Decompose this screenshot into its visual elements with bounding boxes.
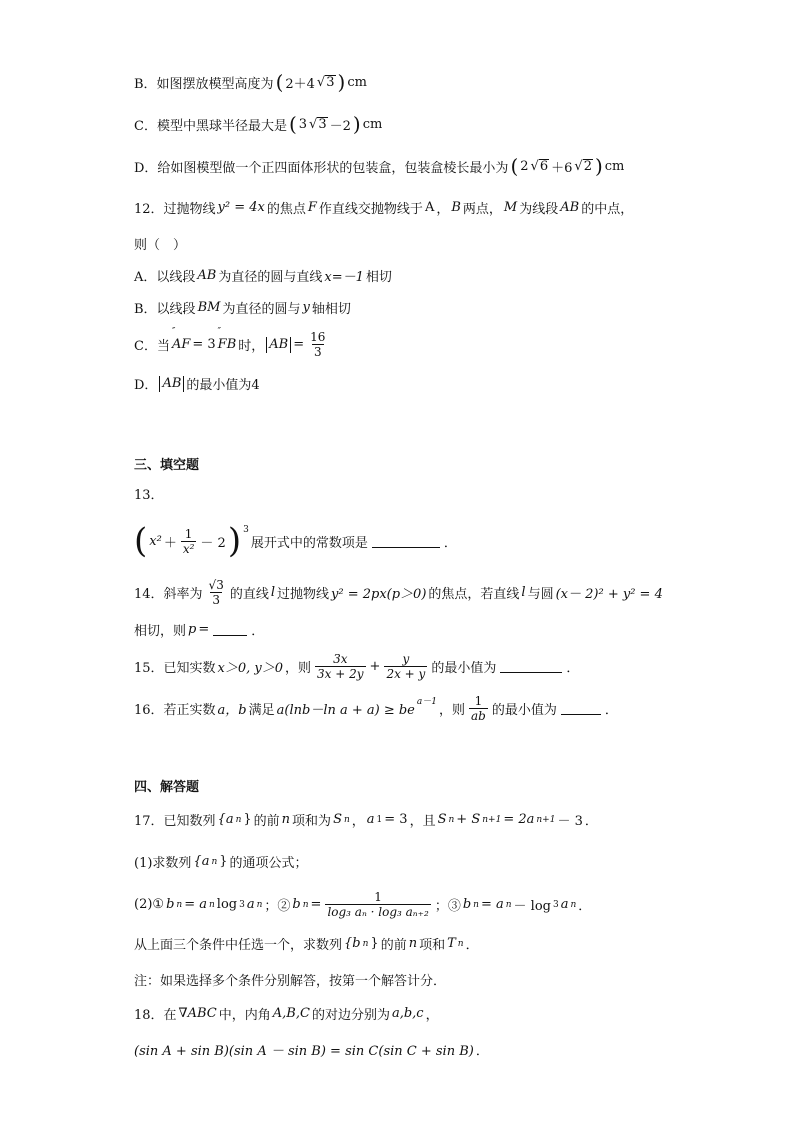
q17-part-3: 从上面三个条件中任选一个，求数列 {b n } 的前 n 项和 T n ． xyxy=(134,936,479,953)
q14-line-2: 相切，则 p = ． xyxy=(134,622,265,639)
fraction: $\frac{16}{3}$ xyxy=(310,330,326,359)
vector-fb: ″ FB xyxy=(218,337,237,352)
section-fill-in: 三、填空题 xyxy=(134,458,200,473)
sqrt: √ 2 xyxy=(574,158,592,174)
answer-blank[interactable] xyxy=(500,660,562,673)
q16-line: 16．若正实数 a，b 满足 a(lnb－ln a + a) ≥ be a－1 ，则 $\frac{1}{ab}$ 的最小值为 ． xyxy=(134,694,618,723)
q12-option-b[interactable]: B．以线段 BM 为直径的圆与 y 轴相切 xyxy=(134,300,351,317)
sqrt: √ 3 xyxy=(309,116,327,132)
fraction: $\frac{√3}{3}$ xyxy=(208,578,224,607)
fraction: $\frac{1}{\text{log₃ aₙ · log₃ aₙ₊₂}}$ xyxy=(327,890,429,919)
q17-note: 注：如果选择多个条件分别解答，按第一个解答计分． xyxy=(134,974,447,989)
q12-stem: 12．过抛物线 y² = 4x 的焦点 F 作直线交抛物线于 A ， B 两点， M 为线段 AB 的中点， xyxy=(134,200,634,217)
q17-part-1: (1)求数列 {a n } 的通项公式； xyxy=(134,854,308,871)
abs-ab: AB xyxy=(266,337,291,353)
q11-option-b[interactable]: B．如图摆放模型高度为 ( 2＋4 √ 3 ) cm xyxy=(134,70,367,94)
option-text: C．模型中黑球半径最大是 xyxy=(134,118,287,134)
q12-option-c[interactable]: C．当 ″ AF = 3 ″ FB 时， AB = $\frac{16}{3}$ xyxy=(134,330,329,359)
option-text: D．给如图模型做一个正四面体形状的包装盒，包装盒棱长最小为 xyxy=(134,160,509,176)
fraction: $\frac{1}{ab}$ xyxy=(471,694,486,723)
sqrt: √ 6 xyxy=(530,158,549,174)
fraction: $\frac{3x}{3x + 2y}$ xyxy=(317,652,364,681)
option-text: B．如图摆放模型高度为 xyxy=(134,76,274,92)
q12-option-a[interactable]: A．以线段 AB 为直径的圆与直线 x=－1 相切 xyxy=(134,268,392,285)
answer-blank[interactable] xyxy=(372,535,440,548)
q14-line-1: 14．斜率为 $\frac{√3}{3}$ 的直线 l 过抛物线 y² = 2px(p＞0) 的焦点，若直线 l 与圆 (x－ 2)² + y² = 4 xyxy=(134,578,663,607)
answer-blank[interactable] xyxy=(561,702,601,715)
fraction: $\frac{1}{\text{x²}}$ xyxy=(182,526,195,556)
q17-part-2: (2)① b n = a n log 3 a n ；② b n = $\frac{1}{\text{log₃ aₙ · log₃ aₙ₊₂}}$ ；③ b n = a n － log 3 a n ． xyxy=(134,890,592,919)
sqrt: √ 3 xyxy=(316,74,335,90)
section-solutions: 四、解答题 xyxy=(134,780,200,795)
fraction: $\frac{y}{2x + y}$ xyxy=(386,652,426,681)
answer-blank[interactable] xyxy=(213,623,247,636)
q12-option-d[interactable]: D． AB 的最小值为4 xyxy=(134,375,260,393)
q15-line: 15．已知实数 x＞0, y＞0 ，则 $\frac{3x}{3x + 2y}$ + $\frac{y}{2x + y}$ 的最小值为 ． xyxy=(134,652,580,681)
q11-option-c[interactable]: C．模型中黑球半径最大是 ( 3 √ 3 －2 ) cm xyxy=(134,112,383,136)
vector-af: ″ AF xyxy=(172,337,190,352)
q11-option-d[interactable]: D．给如图模型做一个正四面体形状的包装盒，包装盒棱长最小为 ( 2 √ 6 ＋6 √ 2 ) cm xyxy=(134,154,625,178)
abs-ab: AB xyxy=(159,376,184,392)
q12-stem-2: 则（ ） xyxy=(134,238,187,253)
q13-number: 13． xyxy=(134,488,164,503)
q18-stem: 18．在 ∇ABC 中，内角 A,B,C 的对边分别为 a,b,c ， xyxy=(134,1006,439,1023)
q18-equation: (sin A + sin B)(sin A － sin B) = sin C(sin C + sin B) ． xyxy=(134,1044,489,1059)
q13-body: ( x² ＋ $\frac{1}{\text{x²}}$ － 2 ) 3 展开式中的常数项是 ． xyxy=(134,521,457,561)
q17-stem: 17．已知数列 {a n } 的前 n 项和为 S n ， a 1 = 3 ，且 S n + S n+1 = 2a n+1 － 3 ． xyxy=(134,812,598,829)
